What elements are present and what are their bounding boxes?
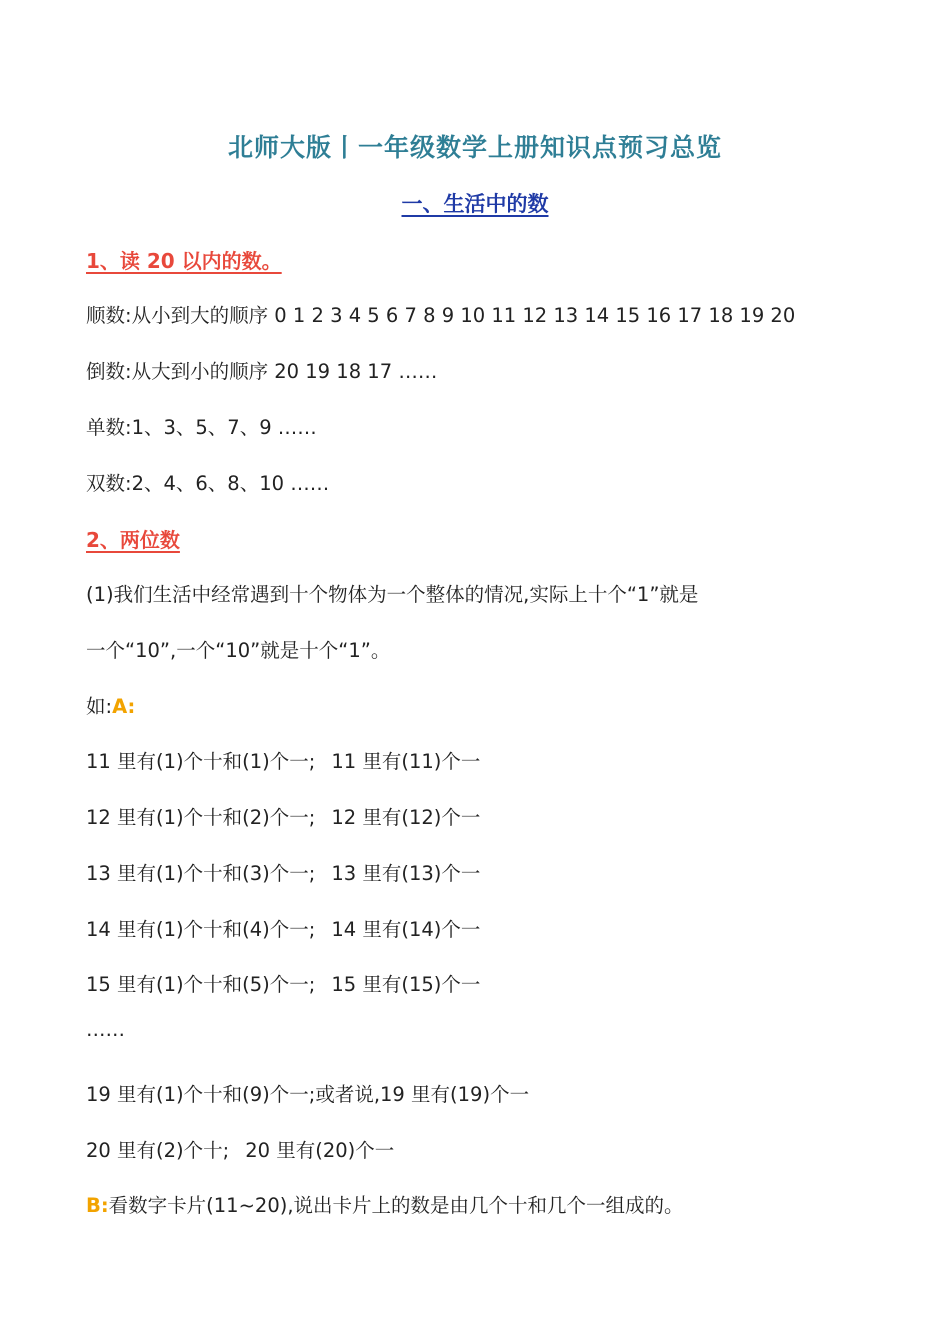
row-20-left: 20 里有(2)个十; xyxy=(86,1139,230,1162)
row-19: 19 里有(1)个十和(9)个一;或者说,19 里有(19)个一 xyxy=(86,1083,530,1106)
row-right: 12 里有(12)个一 xyxy=(331,806,481,829)
paragraph-line-1: (1)我们生活中经常遇到十个物体为一个整体的情况,实际上十个“1”就是 xyxy=(86,583,699,606)
table-row xyxy=(86,969,480,997)
row-left: 12 里有(1)个十和(2)个一; xyxy=(86,806,316,829)
row-20-right: 20 里有(20)个一 xyxy=(245,1139,395,1162)
row-right: 15 里有(15)个一 xyxy=(331,973,481,996)
row-right: 14 里有(14)个一 xyxy=(331,918,481,941)
ordinal-line: 顺数:从小到大的顺序 0 1 2 3 4 5 6 7 8 9 10 11 12 13 14 15 16 17 18 19 20 xyxy=(86,304,796,327)
example-a-line xyxy=(86,691,135,719)
section-title xyxy=(0,188,950,218)
section-title-text: 一、生活中的数 xyxy=(401,192,549,216)
row-20 xyxy=(86,1135,394,1163)
row-right: 11 里有(11)个一 xyxy=(331,750,481,773)
example-a-label: A: xyxy=(112,695,136,718)
table-row xyxy=(86,914,480,942)
row-left: 13 里有(1)个十和(3)个一; xyxy=(86,862,316,885)
even-line: 双数:2、4、6、8、10 …… xyxy=(86,472,330,495)
table-row xyxy=(86,802,480,830)
row-left: 11 里有(1)个十和(1)个一; xyxy=(86,750,316,773)
heading-read-numbers: 1、读 20 以内的数。 xyxy=(86,249,282,273)
table-row xyxy=(86,746,480,774)
example-b-label: B: xyxy=(86,1194,109,1217)
row-left: 14 里有(1)个十和(4)个一; xyxy=(86,918,316,941)
odd-line: 单数:1、3、5、7、9 …… xyxy=(86,416,317,439)
table-row xyxy=(86,858,480,886)
heading-two-digit: 2、两位数 xyxy=(86,528,180,552)
example-b-line xyxy=(86,1190,684,1218)
ellipsis-line: …… xyxy=(86,1018,125,1041)
row-right: 13 里有(13)个一 xyxy=(331,862,481,885)
row-left: 15 里有(1)个十和(5)个一; xyxy=(86,973,316,996)
document-title: 北师大版丨一年级数学上册知识点预习总览 xyxy=(227,133,722,162)
reverse-line: 倒数:从大到小的顺序 20 19 18 17 …… xyxy=(86,360,438,383)
example-b-text: 看数字卡片(11~20),说出卡片上的数是由几个十和几个一组成的。 xyxy=(108,1194,684,1217)
paragraph-line-2: 一个“10”,一个“10”就是十个“1”。 xyxy=(86,639,391,662)
example-prefix: 如: xyxy=(86,695,113,718)
